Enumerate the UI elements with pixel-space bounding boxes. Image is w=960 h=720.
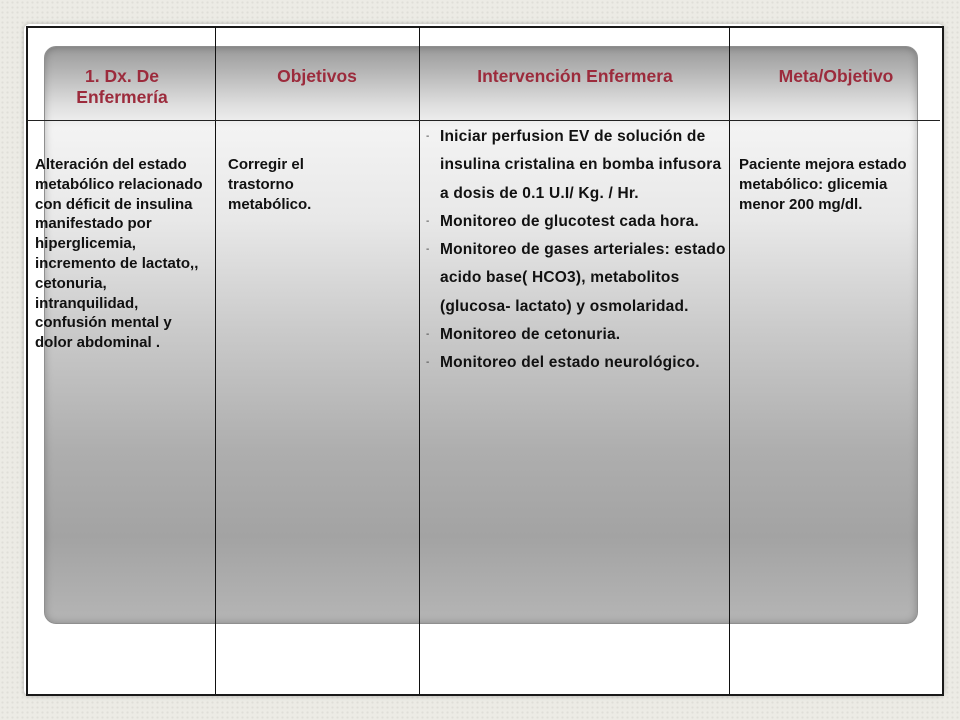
diagnosis-cell: Alteración del estado metabólico relacionado con déficit de insulina manifestado por hiperglicemia, incremento de lactato,, cetonuria, intranquilidad, confusión mental y dolor abdominal .: [35, 156, 203, 352]
intervention-text: Monitoreo del estado neurológico.: [440, 354, 700, 372]
intervention-item: - Iniciar perfusion EV de solución de insulina cristalina en bomba infusora a dosis de 0.1 U.I/ Kg. / Hr.: [426, 123, 726, 208]
intervention-item: - Monitoreo de cetonuria.: [426, 321, 726, 349]
intervention-item: - Monitoreo de glucotest cada hora.: [426, 208, 726, 236]
column-divider: [215, 27, 216, 694]
header-goal: Meta/Objetivo: [778, 66, 894, 86]
header-row-divider: [28, 120, 940, 121]
goal-cell: Paciente mejora estado metabólico: glicemia menor 200 mg/dl.: [739, 156, 907, 213]
intervention-text: Monitoreo de cetonuria.: [440, 326, 621, 344]
intervention-item: - Monitoreo del estado neurológico.: [426, 349, 726, 377]
header-objectives: Objetivos: [277, 66, 357, 86]
intervention-text: Iniciar perfusion EV de solución de insulina cristalina en bomba infusora a dosis de 0.1 U.I/ Kg. / Hr.: [440, 128, 722, 202]
column-divider: [419, 27, 420, 694]
intervention-item: - Monitoreo de gases arteriales: estado acido base( HCO3), metabolitos (glucosa- lactato) y osmolaridad.: [426, 236, 726, 321]
column-divider: [729, 27, 730, 694]
intervention-list: [426, 123, 726, 378]
intervention-text: Monitoreo de glucotest cada hora.: [440, 212, 699, 230]
header-diagnosis: 1. Dx. De Enfermería: [76, 66, 168, 107]
header-intervention: Intervención Enfermera: [477, 66, 673, 86]
objective-cell: Corregir el trastorno metabólico.: [228, 156, 312, 213]
intervention-text: Monitoreo de gases arteriales: estado acido base( HCO3), metabolitos (glucosa- lactato) y osmolaridad.: [440, 241, 726, 315]
